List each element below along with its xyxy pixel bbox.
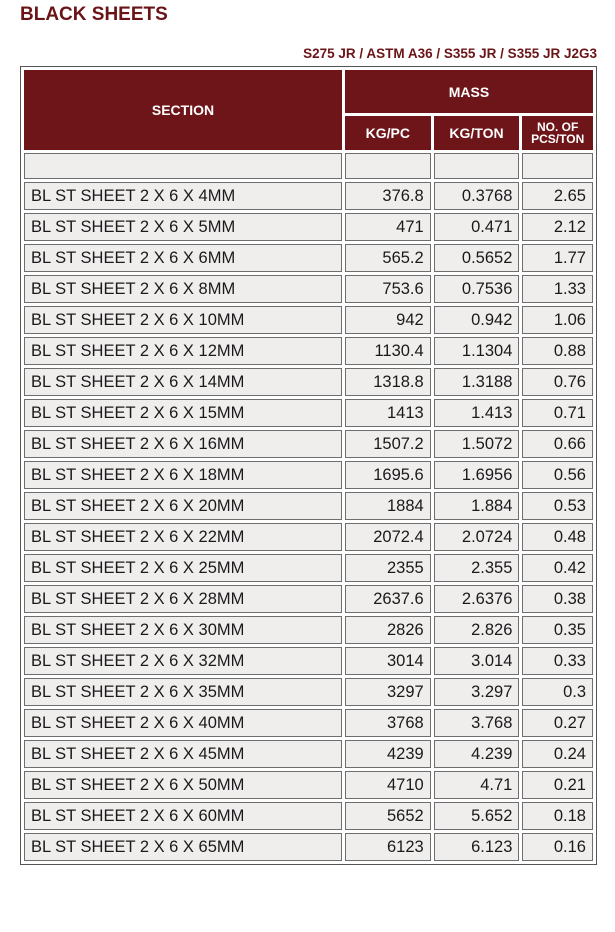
- pcs-ton-cell: 1.33: [522, 275, 593, 303]
- table-row: [24, 182, 593, 210]
- table-row: [24, 833, 593, 861]
- kg-pc-cell: 3014: [345, 647, 431, 675]
- pcs-ton-cell: 0.88: [522, 337, 593, 365]
- kg-ton-cell: 1.6956: [434, 461, 520, 489]
- section-cell: BL ST SHEET 2 X 6 X 10MM: [24, 306, 342, 334]
- blank-cell: [24, 153, 342, 179]
- kg-pc-cell: 565.2: [345, 244, 431, 272]
- section-cell: BL ST SHEET 2 X 6 X 16MM: [24, 430, 342, 458]
- pcs-ton-cell: 0.53: [522, 492, 593, 520]
- section-cell: BL ST SHEET 2 X 6 X 4MM: [24, 182, 342, 210]
- table-row: [24, 461, 593, 489]
- pcs-ton-cell: 0.27: [522, 709, 593, 737]
- kg-pc-cell: 942: [345, 306, 431, 334]
- kg-ton-cell: 1.5072: [434, 430, 520, 458]
- table-body: [24, 153, 593, 861]
- kg-ton-cell: 1.884: [434, 492, 520, 520]
- kg-pc-cell: 4239: [345, 740, 431, 768]
- section-cell: BL ST SHEET 2 X 6 X 25MM: [24, 554, 342, 582]
- header-pcs-ton-line2: PCS/TON: [531, 132, 585, 147]
- kg-pc-cell: 4710: [345, 771, 431, 799]
- table-row: [24, 740, 593, 768]
- kg-ton-cell: 0.471: [434, 213, 520, 241]
- kg-pc-cell: 3297: [345, 678, 431, 706]
- kg-pc-cell: 1695.6: [345, 461, 431, 489]
- kg-ton-cell: 4.71: [434, 771, 520, 799]
- kg-ton-cell: 1.3188: [434, 368, 520, 396]
- table-row: [24, 647, 593, 675]
- kg-pc-cell: 3768: [345, 709, 431, 737]
- section-cell: BL ST SHEET 2 X 6 X 32MM: [24, 647, 342, 675]
- table-row: [24, 213, 593, 241]
- table-row: [24, 678, 593, 706]
- pcs-ton-cell: 0.33: [522, 647, 593, 675]
- kg-pc-cell: 753.6: [345, 275, 431, 303]
- section-cell: BL ST SHEET 2 X 6 X 30MM: [24, 616, 342, 644]
- kg-ton-cell: 0.7536: [434, 275, 520, 303]
- section-cell: BL ST SHEET 2 X 6 X 20MM: [24, 492, 342, 520]
- table-row: [24, 244, 593, 272]
- pcs-ton-cell: 0.18: [522, 802, 593, 830]
- section-cell: BL ST SHEET 2 X 6 X 18MM: [24, 461, 342, 489]
- kg-ton-cell: 0.3768: [434, 182, 520, 210]
- table-row: [24, 709, 593, 737]
- kg-ton-cell: 0.942: [434, 306, 520, 334]
- black-sheets-table: [20, 66, 597, 865]
- table-row: [24, 771, 593, 799]
- kg-pc-cell: 1413: [345, 399, 431, 427]
- section-cell: BL ST SHEET 2 X 6 X 15MM: [24, 399, 342, 427]
- pcs-ton-cell: 0.48: [522, 523, 593, 551]
- kg-ton-cell: 3.014: [434, 647, 520, 675]
- table-row: [24, 616, 593, 644]
- pcs-ton-cell: 0.24: [522, 740, 593, 768]
- section-cell: BL ST SHEET 2 X 6 X 60MM: [24, 802, 342, 830]
- section-cell: BL ST SHEET 2 X 6 X 35MM: [24, 678, 342, 706]
- section-cell: BL ST SHEET 2 X 6 X 50MM: [24, 771, 342, 799]
- section-cell: BL ST SHEET 2 X 6 X 45MM: [24, 740, 342, 768]
- pcs-ton-cell: 0.38: [522, 585, 593, 613]
- table-row: [24, 399, 593, 427]
- header-mass: MASS: [345, 70, 593, 113]
- kg-ton-cell: 4.239: [434, 740, 520, 768]
- kg-pc-cell: 471: [345, 213, 431, 241]
- table-row: [24, 554, 593, 582]
- kg-pc-cell: 2355: [345, 554, 431, 582]
- pcs-ton-cell: 0.3: [522, 678, 593, 706]
- header-pcs-ton: [522, 116, 593, 150]
- table-row: [24, 275, 593, 303]
- pcs-ton-cell: 0.76: [522, 368, 593, 396]
- table-header: [24, 70, 593, 150]
- kg-ton-cell: 2.6376: [434, 585, 520, 613]
- table-row: [24, 337, 593, 365]
- kg-pc-cell: 1884: [345, 492, 431, 520]
- kg-ton-cell: 2.826: [434, 616, 520, 644]
- pcs-ton-cell: 0.66: [522, 430, 593, 458]
- kg-ton-cell: 1.1304: [434, 337, 520, 365]
- kg-ton-cell: 2.0724: [434, 523, 520, 551]
- table-row: [24, 368, 593, 396]
- table-row: [24, 802, 593, 830]
- kg-ton-cell: 6.123: [434, 833, 520, 861]
- kg-pc-cell: 376.8: [345, 182, 431, 210]
- table-row: [24, 306, 593, 334]
- section-cell: BL ST SHEET 2 X 6 X 8MM: [24, 275, 342, 303]
- page-title: BLACK SHEETS: [20, 4, 168, 25]
- pcs-ton-cell: 0.56: [522, 461, 593, 489]
- header-section: SECTION: [24, 70, 342, 150]
- pcs-ton-cell: 0.21: [522, 771, 593, 799]
- section-cell: BL ST SHEET 2 X 6 X 12MM: [24, 337, 342, 365]
- blank-row: [24, 153, 593, 179]
- steel-grades-caption: S275 JR / ASTM A36 / S355 JR / S355 JR J2G3: [303, 46, 597, 61]
- kg-ton-cell: 3.768: [434, 709, 520, 737]
- pcs-ton-cell: 0.35: [522, 616, 593, 644]
- pcs-ton-cell: 0.71: [522, 399, 593, 427]
- kg-ton-cell: 0.5652: [434, 244, 520, 272]
- table-row: [24, 523, 593, 551]
- table-row: [24, 492, 593, 520]
- kg-pc-cell: 2637.6: [345, 585, 431, 613]
- pcs-ton-cell: 2.65: [522, 182, 593, 210]
- kg-ton-cell: 1.413: [434, 399, 520, 427]
- kg-pc-cell: 1507.2: [345, 430, 431, 458]
- section-cell: BL ST SHEET 2 X 6 X 65MM: [24, 833, 342, 861]
- table-row: [24, 430, 593, 458]
- table-row: [24, 585, 593, 613]
- header-kg-ton: KG/TON: [434, 116, 520, 150]
- kg-pc-cell: 5652: [345, 802, 431, 830]
- pcs-ton-cell: 1.77: [522, 244, 593, 272]
- pcs-ton-cell: 0.16: [522, 833, 593, 861]
- kg-pc-cell: 1318.8: [345, 368, 431, 396]
- header-kg-pc: KG/PC: [345, 116, 431, 150]
- blank-cell: [434, 153, 520, 179]
- blank-cell: [345, 153, 431, 179]
- section-cell: BL ST SHEET 2 X 6 X 28MM: [24, 585, 342, 613]
- kg-pc-cell: 2826: [345, 616, 431, 644]
- kg-ton-cell: 5.652: [434, 802, 520, 830]
- pcs-ton-cell: 0.42: [522, 554, 593, 582]
- section-cell: BL ST SHEET 2 X 6 X 14MM: [24, 368, 342, 396]
- section-cell: BL ST SHEET 2 X 6 X 22MM: [24, 523, 342, 551]
- kg-pc-cell: 6123: [345, 833, 431, 861]
- blank-cell: [522, 153, 593, 179]
- kg-pc-cell: 1130.4: [345, 337, 431, 365]
- section-cell: BL ST SHEET 2 X 6 X 5MM: [24, 213, 342, 241]
- kg-ton-cell: 3.297: [434, 678, 520, 706]
- header-pcs-ton-line1: NO. OF: [537, 120, 579, 135]
- kg-ton-cell: 2.355: [434, 554, 520, 582]
- kg-pc-cell: 2072.4: [345, 523, 431, 551]
- pcs-ton-cell: 1.06: [522, 306, 593, 334]
- section-cell: BL ST SHEET 2 X 6 X 40MM: [24, 709, 342, 737]
- pcs-ton-cell: 2.12: [522, 213, 593, 241]
- section-cell: BL ST SHEET 2 X 6 X 6MM: [24, 244, 342, 272]
